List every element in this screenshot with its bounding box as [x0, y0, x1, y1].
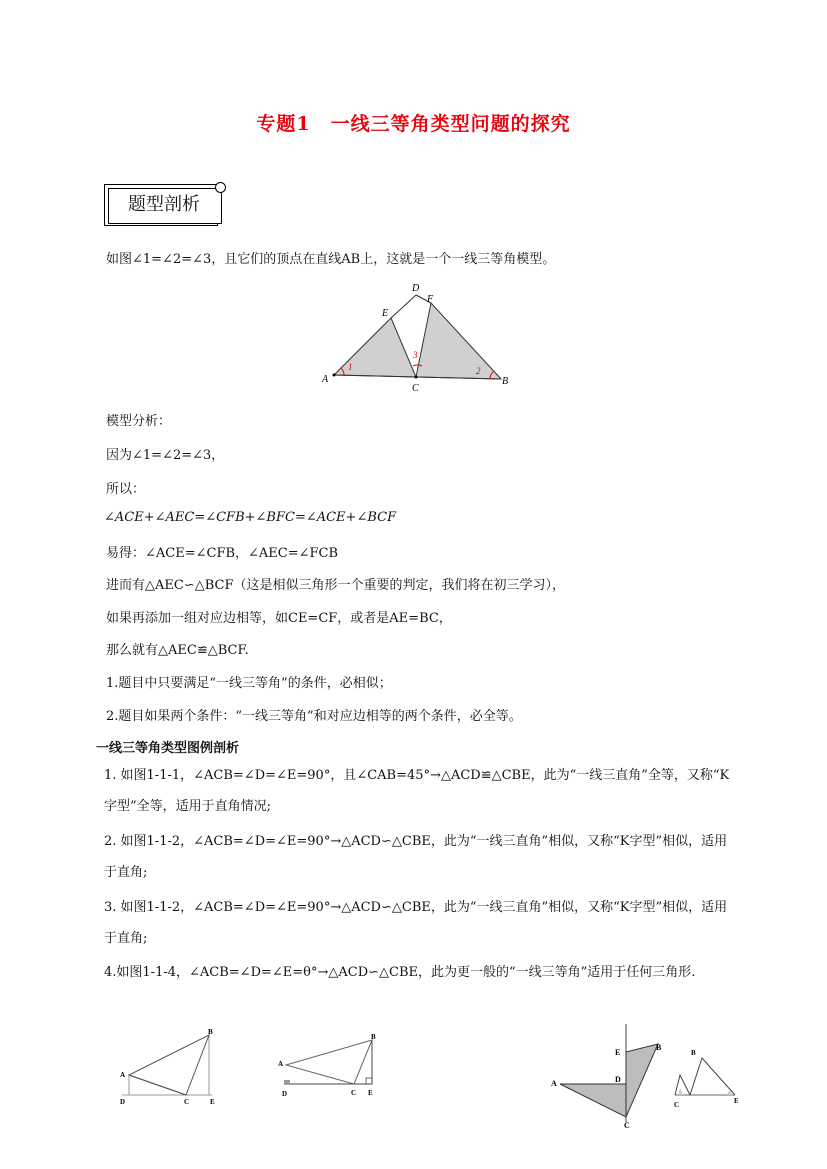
figure-one-line-three-angles [318, 280, 518, 395]
scroll-curl-icon [215, 182, 226, 193]
triangle-AEC [334, 318, 416, 377]
analysis-line-3: 所以： [106, 482, 146, 497]
label-A: A [322, 374, 329, 385]
svg-text:A: A [278, 1060, 284, 1068]
label-F: F [427, 294, 434, 305]
analysis-line-4: ∠ACE+∠AEC=∠CFB+∠BFC=∠ACE+∠BCF [104, 510, 397, 525]
label-E: E [382, 308, 389, 319]
svg-text:D: D [120, 1098, 126, 1106]
analysis-line-9: 1.题目中只要满足“一线三等角”的条件，必相似； [106, 676, 392, 691]
analysis-line-10: 2.题目如果两个条件：“一线三等角”和对应边相等的两个条件，必全等。 [106, 709, 522, 724]
analysis-line-1: 模型分析： [106, 414, 172, 429]
angle-mark-3 [413, 365, 422, 366]
item-4: 4.如图1-1-4，∠ACB=∠D=∠E=θ°→△ACD∽△CBE，此为更一般的“一线三等角”适用于任何三角形. [104, 965, 696, 980]
svg-text:B: B [208, 1028, 213, 1036]
svg-text:E: E [210, 1098, 215, 1106]
intro-text: 如图∠1=∠2=∠3，且它们的顶点在直线AB上，这就是一个一线三等角模型。 [106, 252, 556, 267]
figure-1-1-4 [670, 1045, 750, 1110]
svg-text:A: A [120, 1071, 126, 1079]
figure-1-1-1 [112, 1025, 224, 1110]
line-CD-E [391, 295, 416, 318]
triangle-BCF [416, 303, 501, 379]
item-2: 2. 如图1-1-2，∠ACB=∠D=∠E=90°→△ACD∽△CBE，此为“一线三直角”相似，又称“K字型”相似，适用于直角; [104, 834, 728, 880]
svg-text:C: C [184, 1098, 190, 1106]
analysis-line-7: 如果再添加一组对应边相等，如CE=CF，或者是AE=BC， [106, 611, 452, 626]
svg-text:E: E [615, 1048, 621, 1057]
svg-text:C: C [351, 1089, 357, 1097]
analysis-line-6: 进而有△AEC∽△BCF（这是相似三角形一个重要的判定，我们将在初三学习）， [106, 578, 565, 593]
svg-text:C: C [674, 1101, 680, 1109]
svg-text:B: B [656, 1043, 662, 1052]
item-1: 1. 如图1-1-1，∠ACB=∠D=∠E=90°，且∠CAB=45°→△ACD≌△CBE，此为“一线三直角”全等，又称“K字型”全等，适用于直角情况; [104, 768, 730, 814]
item-3: 3. 如图1-1-2，∠ACB=∠D=∠E=90°→△ACD∽△CBE，此为“一线三直角”相似，又称“K字型”相似，适用于直角; [104, 900, 728, 946]
section-heading: 一线三等角类型图例剖析 [96, 741, 240, 756]
section-banner [104, 182, 224, 228]
svg-text:D: D [282, 1090, 288, 1098]
analysis-line-8: 那么就有△AEC≌△BCF. [106, 643, 249, 658]
banner-label: 题型剖析 [128, 194, 200, 215]
angle-label-3: 3 [413, 350, 418, 360]
svg-text:D: D [615, 1075, 621, 1084]
svg-text:E: E [734, 1097, 739, 1105]
page-title: 专题1 一线三等角类型问题的探究 [256, 113, 571, 135]
svg-text:A: A [551, 1079, 557, 1088]
svg-text:E: E [368, 1089, 373, 1097]
angle-label-2: 2 [476, 366, 481, 376]
analysis-line-2: 因为∠1=∠2=∠3， [106, 448, 225, 463]
svg-text:C: C [624, 1121, 630, 1130]
figure-1-1-2 [276, 1028, 388, 1103]
svg-text:B: B [371, 1033, 376, 1041]
label-B: B [502, 376, 509, 387]
analysis-line-5: 易得：∠ACE=∠CFB，∠AEC=∠FCB [106, 546, 339, 561]
angle-label-1: 1 [348, 362, 353, 372]
figure-1-1-3 [548, 1022, 668, 1132]
label-D: D [412, 283, 420, 294]
svg-text:B: B [691, 1049, 696, 1057]
label-C: C [412, 383, 419, 394]
